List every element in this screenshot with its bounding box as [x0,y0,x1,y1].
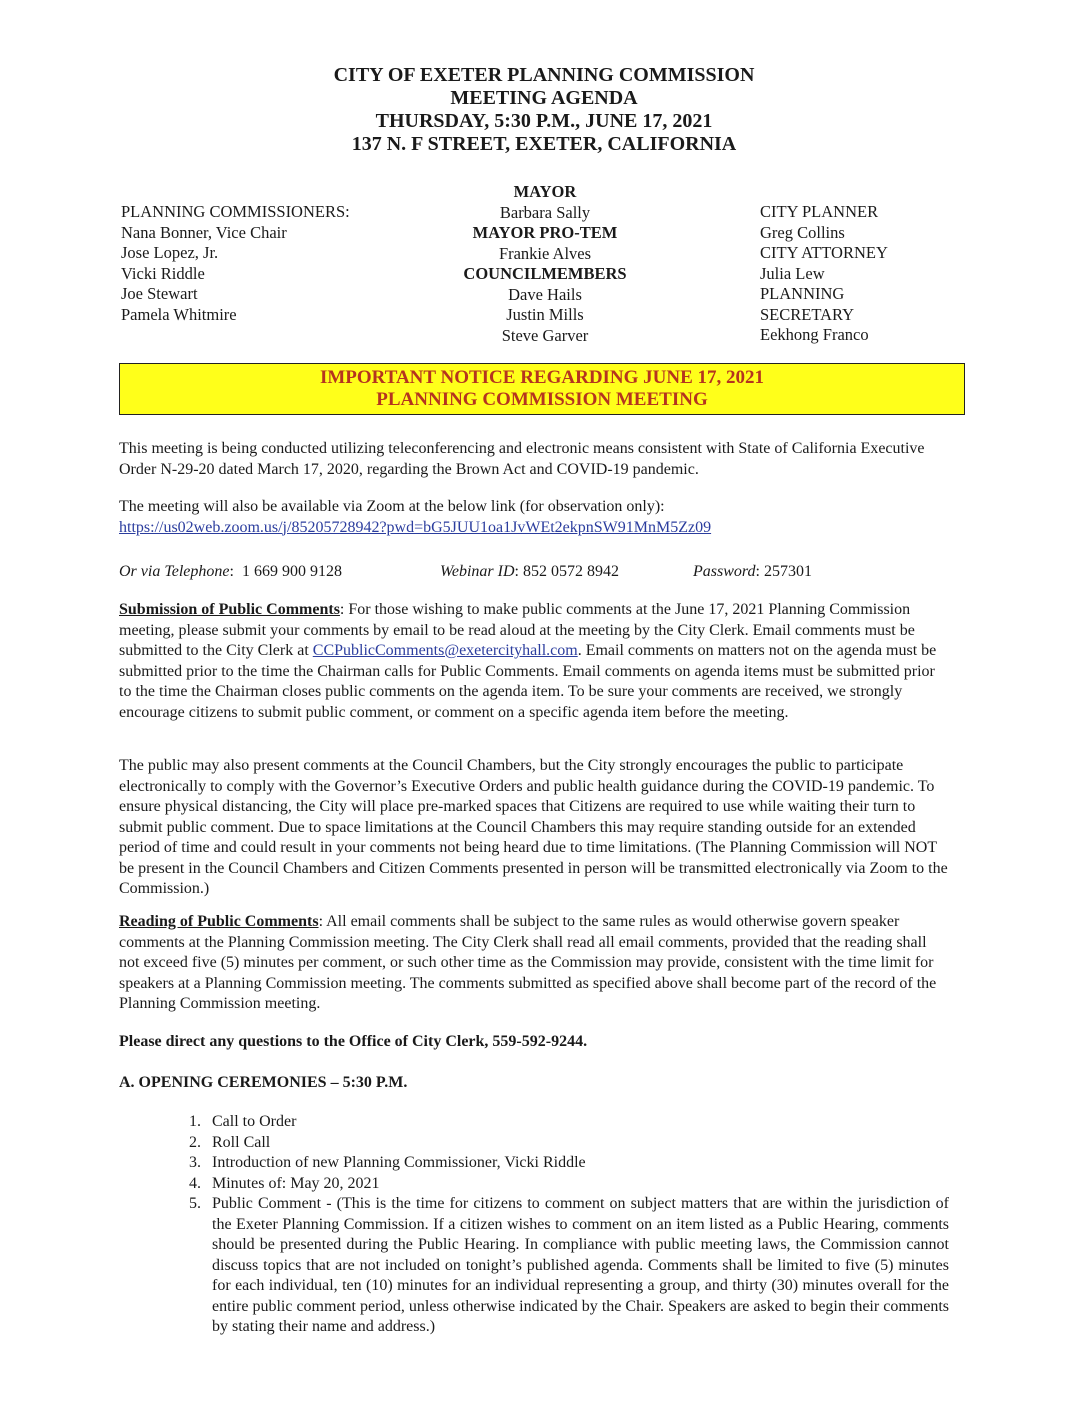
mayor-heading: MAYOR [513,182,577,201]
webinar-label: Webinar ID [440,563,515,580]
planning-secretary-heading: PLANNING [760,284,845,303]
mayor-name: Barbara Sally [499,202,591,222]
city-planner-name: Greg Collins [760,222,845,242]
agenda-item-number: 3. [189,1154,201,1171]
agenda-item [189,1153,949,1174]
header-date-time: THURSDAY, 5:30 P.M., JUNE 17, 2021 [375,110,713,132]
agenda-item-text: Roll Call [212,1133,271,1151]
submission-heading: Submission of Public Comments [119,601,340,618]
agenda-item [189,1133,949,1154]
agenda-item-number: 4. [189,1174,201,1192]
planning-secretary-name: Eekhong Franco [760,325,869,344]
reading-text: : All email comments shall be subject to the same rules as would otherwise govern speaker comments at the Planning Commission meeting. The City Clerk shall read all email comments, provided that the reading shall not exceed five (5) minutes per comment, or such other time as the Commission may provide, consistent with the time limit for speakers at a Planning Commission meeting. The comments submitted as specified above shall become part of the record of the Planning Commission meeting. [119,913,937,1012]
reading-paragraph [119,912,949,1015]
mayor-pro-tem-heading: MAYOR PRO-TEM [472,223,618,242]
zoom-text: The meeting will also be available via Zoom at the below link (for observation only): [119,498,665,515]
councilmember-name: Justin Mills [506,305,584,324]
password-label: Password [693,563,756,580]
city-attorney-name: Julia Lew [760,263,825,283]
questions-line: Please direct any questions to the Office of City Clerk, 559-592-9244. [119,1033,588,1050]
city-attorney-heading: CITY ATTORNEY [760,243,888,262]
agenda-item-number: 5. [189,1195,201,1212]
section-a-heading: A. OPENING CEREMONIES – 5:30 P.M. [119,1074,408,1091]
city-planner-heading: CITY PLANNER [760,202,879,221]
mayor-pro-tem-name: Frankie Alves [498,243,592,263]
public-present-paragraph: The public may also present comments at the Council Chambers, but the City strongly encourages the public to participate electronically to comply with the Governor’s Executive Orders and public health guidance during the COVID-19 pandemic. To ensure physical distancing, the City will place pre-marked spaces that Citizens are required to use while waiting their turn to submit public comment. Due to space limitations at the Council Chambers this may require standing outside for an extended period of time and could result in your comments not being heard due to time limitations. (The Planning Commission will NOT be present in the Council Chambers and Citizen Comments presented in person will be transmitted electronically via Zoom to the Commission.) [119,757,948,897]
commissioner-name: Nana Bonner, Vice Chair [121,222,287,242]
agenda-item-text: Call to Order [212,1113,297,1130]
important-notice-banner [119,363,965,415]
password-value: 257301 [763,563,812,580]
submission-paragraph [119,600,949,723]
councilmembers-heading: COUNCILMEMBERS [463,264,627,283]
staff-column [760,202,888,346]
document-header [0,64,1088,156]
commissioners-column [121,202,350,325]
agenda-item [189,1174,949,1195]
webinar-id: 852 0572 8942 [522,563,619,580]
commissioner-name: Vicki Riddle [121,263,205,283]
header-address: 137 N. F STREET, EXETER, CALIFORNIA [351,133,737,155]
header-subtitle: MEETING AGENDA [450,87,638,109]
telephone-label: Or via Telephone [119,563,230,580]
commissioner-name: Jose Lopez, Jr. [121,243,219,262]
agenda-item-text: Public Comment - (This is the time for citizens to comment on subject matters that are within the jurisdiction of the Exeter Planning Commission. If a citizen wishes to comment on an item listed as a Public Hearing, comments should be presented during the Public Hearing. In compliance with public meeting laws, the Commission cannot discuss topics that are not included on tonight’s published agenda. Comments shall be limited to five (5) minutes for each individual, ten (10) minutes for an individual representing a group, and thirty (30) minutes overall for the entire public comment period, unless otherwise indicated by the Chair. Speakers are asked to begin their comments by stating their name and address.) [212,1195,949,1335]
zoom-link[interactable]: https://us02web.zoom.us/j/85205728942?pwd=bG5JUU1oa1JvWEt2ekpnSW91MnM5Zz09 [119,518,712,536]
agenda-item-text: Introduction of new Planning Commissioner, Vicki Riddle [212,1154,586,1171]
councilmember-name: Steve Garver [501,325,589,345]
agenda-item-text: Minutes of: May 20, 2021 [212,1174,380,1192]
webinar-info: Webinar ID: 852 0572 8942 [440,563,619,580]
public-comments-email-link[interactable]: CCPublicComments@exetercityhall.com [312,642,578,659]
agenda-item [189,1194,949,1338]
commissioner-name: Pamela Whitmire [121,304,237,324]
header-title: CITY OF EXETER PLANNING COMMISSION [333,64,755,86]
reading-heading: Reading of Public Comments [119,913,319,930]
notice-line: PLANNING COMMISSION MEETING [376,389,708,410]
agenda-item-number: 1. [189,1113,201,1130]
telephone-info: Or via Telephone: 1 669 900 9128 [119,563,342,580]
zoom-paragraph [119,497,949,538]
submission-text-before: : For those wishing to make public comments at the June 17, 2021 Planning Commission meeting, please submit your comments by email to be read aloud at the meeting by the City Clerk. Email comments must be submitted to the City Clerk at [119,601,915,659]
agenda-item [189,1112,949,1133]
intro-paragraph: This meeting is being conducted utilizing teleconferencing and electronic means consistent with State of California Executive Order N-29-20 dated March 17, 2020, regarding the Brown Act and COVID-19 pandemic. [119,440,925,478]
notice-line: IMPORTANT NOTICE REGARDING JUNE 17, 2021 [319,367,765,388]
commissioner-name: Joe Stewart [121,284,198,303]
council-column [420,182,670,346]
telephone-number: 1 669 900 9128 [241,563,342,580]
planning-secretary-heading: SECRETARY [760,304,855,324]
agenda-list [189,1112,949,1338]
password-info: Password: 257301 [693,563,812,580]
commissioners-heading: PLANNING COMMISSIONERS: [121,202,350,221]
councilmember-name: Dave Hails [508,284,582,304]
agenda-item-number: 2. [189,1133,201,1151]
submission-text-after: . Email comments on matters not on the agenda must be submitted prior to the time the Chairman calls for Public Comments. Email comments on agenda items must be submitted prior to the time the Chairman closes public comments on the agenda item. To be sure your comments are received, we strongly encourage citizens to submit public comment, or comment on a specific agenda item before the meeting. [119,642,937,721]
